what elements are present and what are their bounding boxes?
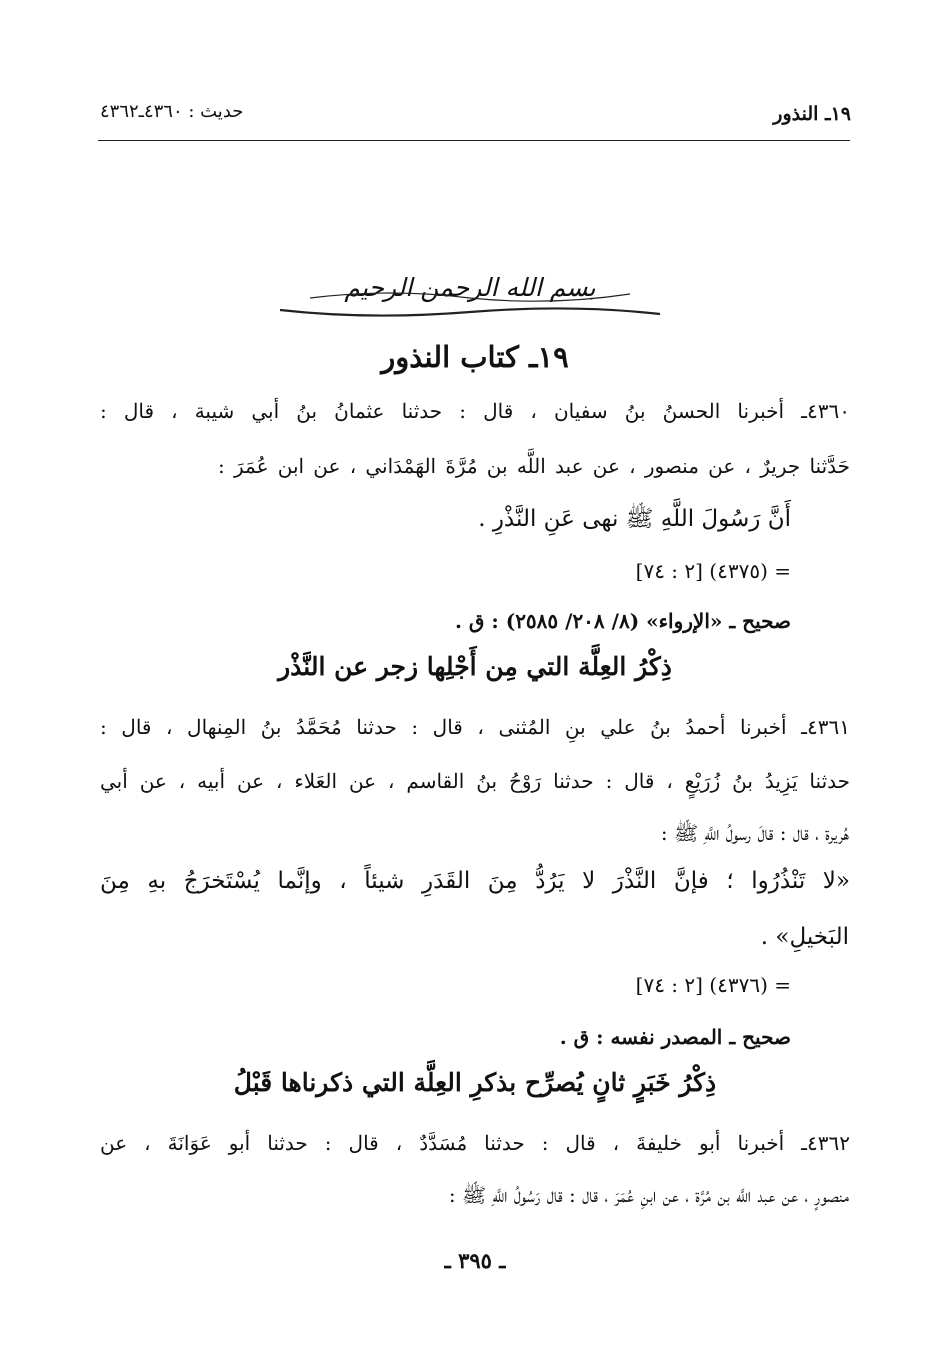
hadith-4362-line-1: ٤٣٦٢ـ أخبرنا أبو خليفةَ ، قال : حدثنا مُسَدَّدٌ ، قال : حدثنا أبو عَوَانَةَ ، عن bbox=[100, 1131, 850, 1155]
hadith-4360-matn: أَنَّ رَسُولَ اللَّهِ ﷺ نهى عَنِ النَّذْرِ . bbox=[478, 506, 791, 532]
basmala-text: بسم الله الرحمن الرحيم bbox=[344, 273, 596, 302]
hadith-4360-line-2: حَدَّثنا جريرٌ ، عن منصور ، عن عبد اللَّه بن مُرَّةَ الهَمْدَاني ، عن ابن عُمَرَ : bbox=[218, 454, 850, 478]
running-header-hadith-range: حديث : ٤٣٦٠ـ٤٣٦٢ bbox=[100, 101, 244, 122]
hadith-4360-grade: صحيح ـ «الإرواء» (٨/ ٢٠٨/ ٢٥٨٥) : ق . bbox=[454, 609, 791, 633]
basmala-calligraphy bbox=[250, 258, 690, 328]
hadith-4360-line-1: ٤٣٦٠ـ أخبرنا الحسنُ بنُ سفيان ، قال : حدثنا عثمانُ بنُ أبي شيبة ، قال : bbox=[100, 399, 850, 423]
hadith-4362-line-2: منصورٍ ، عن عبد اللَّه بن مُرَّة ، عن ابنِ عُمَرَ ، قال : قال رَسُولُ اللَّهِ ﷺ : bbox=[448, 1183, 849, 1207]
hadith-4360-reference: = (٤٣٧٥) [٢ : ٧٤] bbox=[635, 559, 791, 583]
hadith-4361-grade: صحيح ـ المصدر نفسه : ق . bbox=[559, 1025, 791, 1049]
hadith-4361-reference: = (٤٣٧٦) [٢ : ٧٤] bbox=[635, 973, 791, 997]
page-number: ـ ٣٩٥ ـ bbox=[444, 1248, 506, 1273]
hadith-4361-line-3: هُريرة ، قال : قالَ رسولُ اللَّهِ ﷺ : bbox=[660, 821, 849, 845]
running-header-chapter: ١٩ـ النذور bbox=[773, 103, 851, 125]
hadith-4361-line-1: ٤٣٦١ـ أخبرنا أحمدُ بنُ علي بنِ المُثنى ، قال : حدثنا مُحَمَّدُ بنُ المِنهال ، قال : bbox=[100, 715, 850, 739]
section-heading-1: ذِكْرُ العِلَّة التي مِن أَجْلِها زجر عن النَّذْر bbox=[278, 652, 672, 681]
hadith-4361-matn-1: «لا تَنْذُرُوا ؛ فإنَّ النَّذْرَ لا يَرُدُّ مِنَ القَدَرِ شيئاً ، وإنَّما يُسْتَخرَجُ بهِ مِنَ bbox=[100, 868, 850, 894]
section-heading-2: ذِكْرُ خَبَرٍ ثانٍ يُصرِّح بذكرِ العِلَّة التي ذكرناها قَبْلُ bbox=[233, 1068, 717, 1097]
header-divider bbox=[98, 140, 850, 141]
basmala-flourish bbox=[250, 258, 690, 328]
hadith-4361-line-2: حدثنا يَزِيدُ بنُ زُرَيْعٍ ، قال : حدثنا رَوْحُ بنُ القاسم ، عن العَلاء ، عن أبيه ، عن أبي bbox=[100, 769, 850, 793]
book-title: ١٩ـ كتاب النذور bbox=[381, 340, 569, 374]
hadith-4361-matn-2: البَخيلِ» . bbox=[760, 924, 849, 950]
